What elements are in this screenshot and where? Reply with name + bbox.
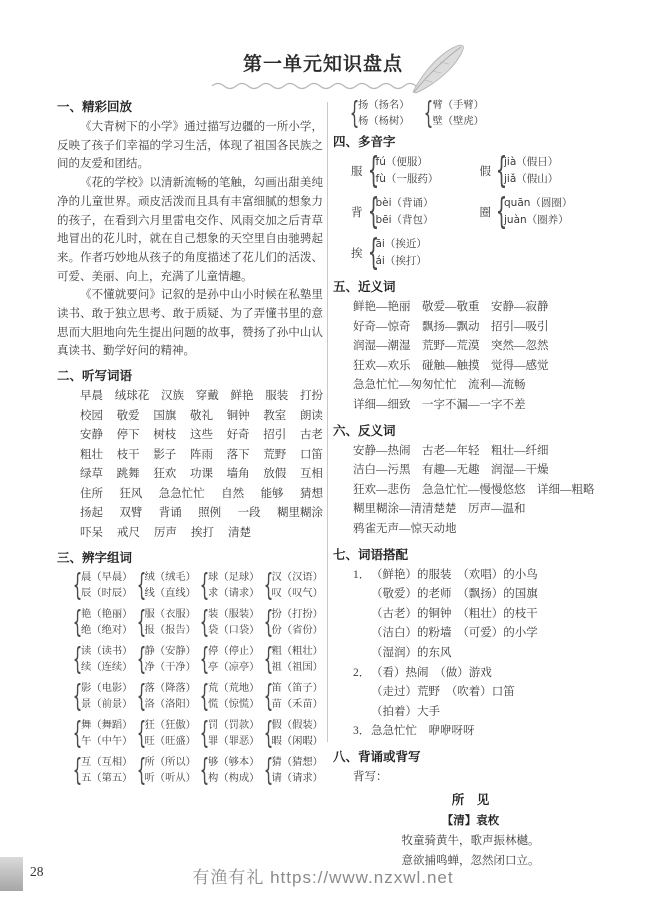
pair-line: 绒（绒毛） [144,572,196,584]
brace-pair [365,191,434,232]
left-brace: { [136,604,146,640]
pair-lines [208,607,259,638]
pair-line: 互（互相） [81,757,133,769]
left-brace: { [136,641,146,677]
text-line: 安静—热闹 古老—年轻 粗壮—纤细 [353,444,549,457]
wavy-underline [212,77,425,89]
paragraph: 《花的学校》以清新流畅的笔触，勾画出甜美纯净的儿童世界。顽皮活泼而且具有丰富细腻的想象力的孩子，在看到六月里雷电交作、风雨交加之后青草地冒出的花儿时，就在自己想象的天空里自由驰骋起来。作者巧妙地从孩子的角度描述了花儿们的活泼、可爱、美丽、向上，充满了儿童情趣。 [57,177,323,283]
pair-lines [81,644,132,675]
polyphone-item [351,150,480,191]
collocation-item [353,664,608,723]
word: 一段 [237,507,261,520]
brace-pair [134,604,196,640]
left-brace: { [263,752,273,788]
char-pair-row [70,715,323,751]
left-brace: { [263,567,273,603]
word: 清楚 [228,526,251,539]
word: 朗读 [299,409,323,422]
pair-lines [81,718,132,749]
dictation-row [80,446,323,466]
word: 落下 [226,448,250,461]
left-brace: { [72,604,83,640]
dictation-row [80,426,323,446]
pair-line: 五（第五） [81,772,133,784]
pair-lines [145,681,196,712]
section-heading-collocations: 七、词语搭配 [333,547,409,562]
paragraph: 《不懂就要问》记叙的是孙中山小时候在私塾里读书、敢于独立思考、敢于质疑、为了弄懂书里的意思而大胆地向先生提出问题的故事，赞扬了孙中山认真读书、勤学好问的精神。 [57,289,323,358]
collocation-number: 3． [353,725,371,738]
section-heading-dictation: 二、听写词语 [57,369,133,384]
poem-line: 意欲捕鸣蝉，忽然闭口立。 [401,855,540,868]
brace-pair [134,678,196,714]
brace-pair [197,715,260,751]
left-brace: { [136,678,146,714]
left-brace: { [495,191,508,232]
polyphone-character: 假 [479,166,491,178]
pair-line: 所（所以） [144,757,196,769]
paragraph: 《大青树下的小学》通过描写边疆的一所小学，反映了孩子们幸福的学习生活，体现了祖国各民族之间的友爱和团结。 [57,121,323,171]
left-brace: { [263,641,273,677]
left-brace: { [72,752,83,788]
polyphone-character: 挨 [351,248,363,260]
word: 阵雨 [189,448,213,461]
pair-line: 洛（洛阳） [144,698,196,710]
pair-line: 笛（笛子） [271,683,323,695]
left-brace: { [367,232,379,273]
pair-lines [272,607,323,638]
pair-line: 苗（禾苗） [271,698,323,710]
pair-line: fú（便服） [375,156,428,168]
pair-line: jià（假日） [504,156,559,168]
pair-line: āi（挨近） [375,238,427,250]
text-line: 狂欢—欢乐 碰触—触摸 觉得—感觉 [353,359,549,372]
pair-line: 旺（旺盛） [144,735,196,747]
word: 糊里糊涂 [276,507,323,520]
section-heading-antonyms: 六、反义词 [333,423,396,438]
section-heading-recitation: 八、背诵或背写 [333,749,421,764]
pair-line: 袋（口袋） [208,624,260,636]
word: 墙角 [226,468,250,481]
pair-lines [208,718,259,749]
left-brace: { [136,752,146,788]
collocation-item [353,566,608,664]
pair-line: 续（连续） [81,661,133,673]
pair-lines [81,570,132,601]
dictation-row [80,485,323,505]
word: 猜想 [299,487,323,500]
left-brace: { [199,715,210,751]
collocation-items [333,566,608,742]
text-line: 急急忙忙—匆匆忙忙 流利—流畅 [353,379,526,392]
pair-line: 叹（叹气） [271,587,323,599]
section-heading-polyphones: 四、多音字 [333,135,396,149]
left-brace: { [349,95,360,131]
brace-pair [261,641,323,677]
text-line: 鸦雀无声—惊天动地 [353,522,457,535]
polyphone-row [351,150,608,191]
right-column [333,95,608,871]
pair-lines [272,644,323,675]
word: 跳舞 [116,468,140,481]
pair-line: 影（电影） [81,683,133,695]
pair-line: 杨（杨树） [358,115,410,127]
word: 校园 [80,409,103,422]
pair-line: juàn（圈养） [504,214,569,226]
pair-lines [376,154,439,188]
word: 互相 [299,468,323,481]
pair-line: 壁（壁虎） [432,115,484,127]
collocation-line: 急急忙忙 咿咿呀呀 [371,725,475,738]
text-line: 鲜艳—艳丽 敬爱—敬重 安静—寂静 [353,301,549,313]
collocation-lines [371,664,515,723]
word: 绿草 [80,468,103,481]
pair-lines [145,718,196,749]
word: 教室 [263,409,287,422]
section-heading-review: 一、精彩回放 [57,100,133,114]
poem-title: 所 见 [451,793,490,808]
word: 敬礼 [189,409,213,422]
word: 能够 [260,487,284,500]
pair-lines [432,98,483,129]
brace-pair [421,95,484,131]
pair-line: 落（降落） [144,683,196,695]
pair-lines [145,607,196,638]
left-brace: { [367,191,379,232]
word: 戒尺 [117,526,140,539]
pair-line: 午（中午） [81,735,133,747]
pair-lines [208,570,259,601]
collocation-line: （湿润）的东风 [371,646,452,659]
word: 厉声 [154,526,177,539]
char-pair-row [70,567,323,603]
pair-line: 亭（凉亭） [208,661,260,673]
word: 口笛 [299,448,323,461]
pair-line: bēi（背包） [375,214,434,226]
pair-line: 份（省份） [271,624,323,636]
word: 挨打 [191,526,214,539]
pair-line: 舞（舞蹈） [81,720,133,732]
polyphone-row [351,232,608,273]
brace-pair [493,150,559,191]
left-brace: { [199,678,210,714]
poem-author: 【清】袁枚 [441,815,500,828]
polyphone-item [479,191,609,232]
left-brace: { [199,567,210,603]
text-line: 好奇—惊奇 飘扬—飘动 招引—吸引 [353,320,549,333]
left-brace: { [263,604,273,640]
word: 吓呆 [80,526,103,539]
pair-line: 祖（祖国） [271,661,323,673]
brace-pair [134,715,196,751]
polyphone-item [479,150,609,191]
pair-line: 线（直线） [144,587,196,599]
char-pairs-right [333,95,608,131]
pair-line: 景（前景） [81,698,133,710]
word: 急急忙忙 [158,487,205,500]
word: 汉族 [161,390,184,403]
brace-pair [197,752,260,788]
dictation-row [80,465,323,485]
word: 古老 [299,429,323,442]
word: 荒野 [263,448,287,461]
pair-lines [208,755,259,786]
pair-line: 求（请求） [208,587,260,599]
word: 狂风 [119,487,143,500]
left-brace: { [72,641,83,677]
word: 自然 [221,487,245,500]
left-brace: { [199,641,210,677]
left-brace: { [424,95,434,131]
section-heading-synonyms: 五、近义词 [333,280,396,294]
pair-line: 绝（绝对） [81,624,133,636]
polyphone-row [351,191,608,232]
pair-line: jiǎ（假山） [504,173,559,185]
collocation-line: （拍着）大手 [371,705,440,718]
brace-pair [197,641,260,677]
pair-line: 荒（荒地） [208,683,260,695]
brace-pair [261,715,323,751]
word: 国旗 [153,409,177,422]
word: 枝干 [116,448,140,461]
collocation-lines [371,722,475,742]
pair-line: 构（构成） [208,772,260,784]
pair-line: ái（挨打） [375,255,427,267]
pair-lines [81,607,132,638]
char-pair-row [347,95,608,131]
word: 服装 [265,390,289,403]
polyphone-item [351,191,480,232]
section-heading-char-pairs: 三、辨字组词 [57,551,133,566]
pair-line: 读（读书） [81,646,133,658]
brace-pair [493,191,573,232]
left-brace: { [72,567,83,603]
pair-lines [504,195,572,229]
polyphone-character: 背 [351,207,363,219]
page-content [57,95,608,871]
brace-pair [261,752,323,788]
poem-line: 牧童骑黄牛，歌声振林樾。 [401,835,540,848]
brace-pair [70,641,133,677]
pair-lines [272,570,323,601]
pair-lines [208,681,259,712]
left-brace: { [72,715,83,751]
collocation-line: （鲜艳）的服装 （欢唱）的小鸟 [371,568,538,581]
left-brace: { [136,567,146,603]
word: 这些 [189,429,213,442]
word: 功课 [189,468,213,481]
brace-pair [134,752,196,788]
brace-pair [365,232,427,273]
pair-line: 请（请求） [271,772,323,784]
pair-line: 报（报告） [144,624,196,636]
poem [333,790,608,871]
word: 粗壮 [80,448,103,461]
pair-line: 臂（手臂） [432,100,484,111]
dictation-row [80,524,323,544]
collocation-line: （走过）荒野 （吹着）口笛 [371,686,515,699]
word: 早晨 [80,390,103,403]
left-brace: { [199,604,210,640]
pair-lines [376,195,434,229]
word: 好奇 [226,429,250,442]
pair-lines [208,644,259,675]
pair-line: 假（假装） [271,720,323,732]
collocation-number: 1． [353,568,371,581]
left-brace: { [495,150,508,191]
char-pair-row [70,604,323,640]
word: 敬爱 [116,409,140,422]
dictation-row [80,407,323,427]
pair-line: 够（够本） [208,757,260,769]
word: 照例 [198,507,222,520]
pair-line: 停（停止） [208,646,260,658]
left-brace: { [199,752,210,788]
brace-pair [70,752,133,788]
text-line: 洁白—污黑 有趣—无趣 润湿—干燥 [353,464,549,477]
word: 鲜艳 [230,390,254,403]
brace-pair [134,641,196,677]
word: 扬起 [80,507,103,520]
polyphone-item [351,232,503,273]
brace-pair [197,678,260,714]
pair-line: 装（服装） [208,609,260,621]
pair-lines [358,98,409,129]
pair-lines [376,236,427,270]
pair-line: 净（干净） [144,661,196,673]
char-pair-row [70,678,323,714]
pair-line: 听（听从） [144,772,196,784]
dictation-row [80,387,323,407]
collocation-line: （古老）的铜钟 （粗壮）的枝干 [371,607,538,620]
pair-lines [81,681,132,712]
brace-pair [70,678,133,714]
polyphone-character: 圈 [479,207,491,219]
pair-lines [272,755,323,786]
brace-pair [261,604,323,640]
pair-line: 暇（闲暇） [271,735,323,747]
word: 住所 [80,487,103,500]
column-divider [327,102,328,742]
pair-line: 慌（惊慌） [208,698,260,710]
pair-line: 静（安静） [144,646,196,658]
dictation-row [80,504,323,524]
pair-line: 球（足球） [208,572,260,584]
recitation-label: 背写： [353,770,388,783]
text-line: 狂欢—悲伤 急急忙忙—慢慢悠悠 详细—粗略 [353,483,595,496]
word: 狂欢 [153,468,177,481]
pair-line: 服（衣服） [144,609,196,621]
char-pairs-left [57,567,323,788]
pair-lines [145,755,196,786]
polyphone-list [333,150,608,273]
brace-pair [70,567,133,603]
pair-line: quān（圆圈） [504,197,573,209]
antonym-lines [333,442,608,540]
pair-line: 扬（扬名） [358,100,410,111]
collocation-line: （敬爱）的老师 （飘扬）的国旗 [371,588,538,601]
word: 安静 [80,429,103,442]
pair-line: 粗（粗壮） [271,646,323,658]
char-pair-row [70,752,323,788]
brace-pair [197,567,260,603]
brace-pair [70,715,133,751]
text-line: 润湿—潮湿 荒野—荒漠 突然—忽然 [353,340,549,353]
word: 绒球花 [114,390,150,403]
pair-lines [145,644,196,675]
page-title: 第一单元知识盘点 [242,54,403,75]
text-line: 详细—细致 一字不漏—一字不差 [353,398,526,411]
pair-lines [504,154,558,188]
left-brace: { [367,150,379,191]
pair-line: 狂（狂傲） [144,720,196,732]
polyphone-character: 服 [351,166,363,178]
dictation-words [57,387,323,543]
brace-pair [347,95,410,131]
word: 穿戴 [195,390,219,403]
brace-pair [197,604,260,640]
pair-lines [272,718,323,749]
pair-line: 汉（汉语） [271,572,323,584]
brace-pair [261,567,323,603]
word: 双臂 [119,507,143,520]
collocation-number: 2． [353,666,371,679]
word: 打扮 [300,390,323,403]
pair-lines [81,755,132,786]
pair-line: bèi（背诵） [375,197,434,209]
brace-pair [134,567,196,603]
synonym-lines [333,298,608,416]
word: 放假 [263,468,287,481]
pair-line: 罪（罪恶） [208,735,260,747]
word: 停下 [116,429,140,442]
pair-line: 扮（打扮） [271,609,323,621]
word: 影子 [153,448,177,461]
char-pair-row [70,641,323,677]
brace-pair [365,150,439,191]
pair-line: 辰（时辰） [81,587,133,599]
pair-line: 艳（艳丽） [81,609,133,621]
watermark-text: 有渔有礼 https://www.nzxwl.net [192,868,454,887]
text-line: 糊里糊涂—清清楚楚 厉声—温和 [353,503,526,516]
left-brace: { [72,678,83,714]
pair-line: 晨（早晨） [81,572,133,584]
pair-line: 罚（罚款） [208,720,260,732]
collocation-line: （看）热闹 （做）游戏 [371,666,492,679]
left-brace: { [136,715,146,751]
word: 背诵 [158,507,182,520]
word: 招引 [263,429,287,442]
collocation-line: （洁白）的粉墙 （可爱）的小学 [371,627,538,640]
brace-pair [70,604,133,640]
collocation-item [353,722,608,742]
brace-pair [261,678,323,714]
pair-line: 猜（猜想） [271,757,323,769]
left-column [57,98,323,871]
pair-line: fù（一服药） [375,173,439,185]
collocation-lines [371,566,538,664]
page-number: 28 [30,864,44,879]
pair-lines [272,681,323,712]
pair-lines [145,570,196,601]
left-brace: { [263,678,273,714]
review-paragraphs [57,118,323,361]
left-brace: { [263,715,273,751]
word: 树枝 [153,429,177,442]
word: 铜钟 [226,409,250,422]
